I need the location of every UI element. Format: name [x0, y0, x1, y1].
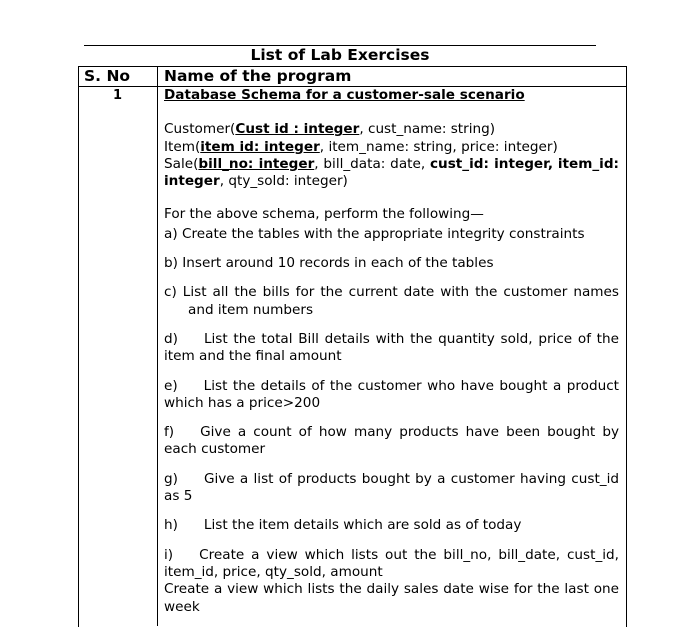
task-h: [164, 517, 619, 534]
task-a: [164, 226, 619, 243]
task-extra: Create a view which lists the daily sales date wise for the last one week: [164, 581, 619, 615]
schema-customer-key: Cust id : integer: [235, 121, 360, 138]
schema-block: [164, 121, 619, 190]
schema-sale-cust: cust_id: integer,: [429, 155, 554, 172]
header-sno: S. No: [84, 67, 131, 85]
task-text: Create a view which lists out the bill_no, bill_date, cust_id, item_id, price, qty_sold, amount: [164, 546, 619, 580]
schema-customer: [164, 121, 619, 138]
schema-item-key: item id: integer: [200, 138, 320, 155]
schema-item-rest: , item_name: string, price: integer): [319, 138, 558, 155]
task-i: [164, 547, 619, 582]
task-text: Give a count of how many products have been bought by each customer: [164, 424, 619, 458]
task-letter: g): [164, 470, 178, 487]
task-text: Create the tables with the appropriate integrity constraints: [181, 225, 585, 242]
schema-sale-rest: , qty_sold: integer): [219, 173, 348, 190]
task-text: Give a list of products bought by a customer having cust_id as 5: [164, 470, 619, 505]
task-text: Insert around 10 records in each of the tables: [182, 255, 494, 272]
task-letter: e): [164, 377, 178, 394]
column-divider: [157, 66, 158, 626]
task-d: [164, 331, 619, 366]
schema-sale-prefix: Sale(: [164, 155, 199, 172]
task-letter: b): [164, 255, 178, 272]
task-letter: a): [164, 225, 178, 242]
schema-item: [164, 139, 619, 156]
program-cell: [164, 87, 619, 616]
task-letter: f): [164, 424, 175, 441]
schema-sale-item: item_id: integer: [164, 155, 619, 190]
task-f: [164, 424, 619, 459]
task-letter: c): [164, 284, 177, 301]
schema-sale-mid: , bill_data: date,: [314, 155, 430, 172]
header-program-name: Name of the program: [164, 67, 352, 85]
exercise-title: Database Schema for a customer-sale scenario: [164, 87, 525, 103]
task-letter: d): [164, 330, 178, 347]
schema-sale: [164, 156, 619, 191]
schema-customer-rest: , cust_name: string): [359, 121, 496, 138]
task-c: [164, 284, 619, 319]
task-letter: h): [164, 517, 178, 534]
task-e: [164, 378, 619, 413]
schema-item-prefix: Item(: [164, 138, 201, 155]
task-text: List the total Bill details with the quantity sold, price of the item and the final amount: [164, 330, 619, 365]
schema-sale-key: bill_no: integer: [198, 155, 315, 172]
task-b: [164, 255, 619, 272]
task-text: List the item details which are sold as of today: [203, 517, 522, 534]
tasks-intro: For the above schema, perform the following—: [164, 206, 484, 223]
task-text: List all the bills for the current date with the customer names and item numbers: [182, 284, 619, 318]
task-g: [164, 471, 619, 506]
document-title: List of Lab Exercises: [250, 46, 430, 64]
task-letter: i): [164, 546, 174, 563]
task-text: List the details of the customer who have bought a product which has a price>200: [164, 377, 619, 411]
row-number: 1: [113, 88, 123, 103]
schema-customer-prefix: Customer(: [164, 121, 236, 138]
